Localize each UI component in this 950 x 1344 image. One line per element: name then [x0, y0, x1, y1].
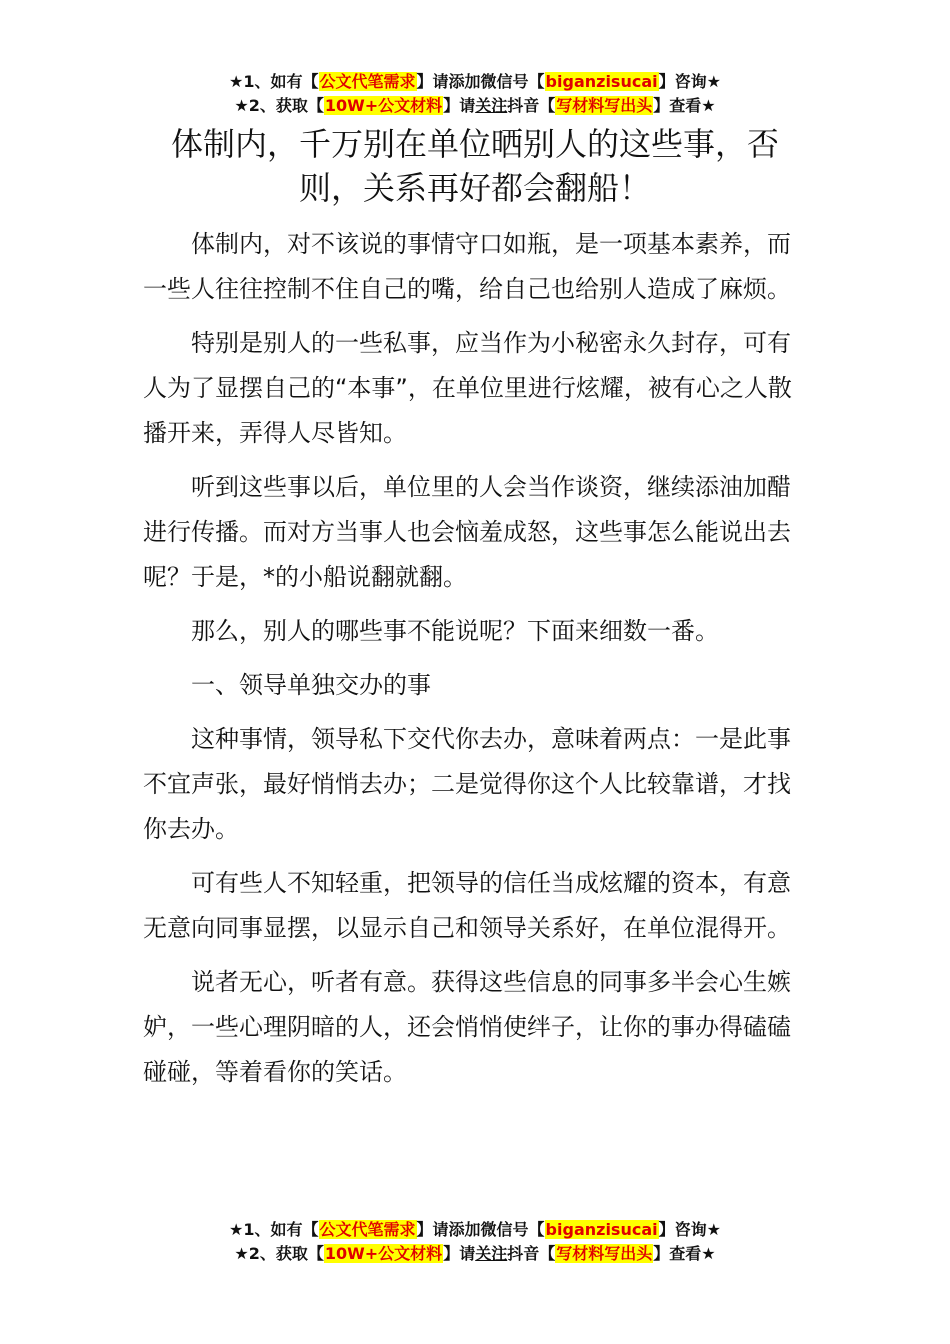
- section-heading: 一、领导单独交办的事: [191, 671, 431, 699]
- highlight-materials: 10W+公文材料: [324, 1244, 443, 1263]
- paragraph: 听到这些事以后，单位里的人会当作谈资，继续添油加醋进行传播。而对方当事人也会恼羞成怒，这些事怎么能说出去呢？于是，*的小船说翻就翻。: [143, 473, 791, 591]
- highlight-service: 公文代笔需求: [319, 72, 416, 91]
- paragraph: 特别是别人的一些私事，应当作为小秘密永久封存，可有人为了显摆自己的“本事”，在单位里进行炫耀，被有心之人散播开来，弄得人尽皆知。: [143, 329, 792, 447]
- highlight-douyin-id: 写材料写出头: [556, 1244, 653, 1263]
- banner-line-2: ★2、获取【10W+公文材料】请关注抖音【写材料写出头】查看★: [234, 1244, 716, 1263]
- highlight-douyin-id: 写材料写出头: [556, 96, 653, 115]
- banner-line-2: ★2、获取【10W+公文材料】请关注抖音【写材料写出头】查看★: [234, 96, 716, 115]
- paragraph: 可有些人不知轻重，把领导的信任当成炫耀的资本，有意无意向同事显摆，以显示自己和领导关系好，在单位混得开。: [143, 869, 791, 942]
- document-body: [143, 222, 811, 1104]
- highlight-wechat-id: biganzisucai: [545, 72, 658, 91]
- highlight-service: 公文代笔需求: [319, 1220, 416, 1239]
- footer-banner: [0, 1218, 950, 1266]
- banner-line-1: ★1、如有【公文代笔需求】请添加微信号【biganzisucai】咨询★: [229, 72, 721, 91]
- highlight-wechat-id: biganzisucai: [545, 1220, 658, 1239]
- header-banner: [0, 70, 950, 118]
- highlight-materials: 10W+公文材料: [324, 96, 443, 115]
- document-title: 体制内，千万别在单位晒别人的这些事，否则，关系再好都会翻船！: [170, 125, 779, 207]
- paragraph: 那么，别人的哪些事不能说呢？下面来细数一番。: [191, 617, 719, 645]
- paragraph: 说者无心，听者有意。获得这些信息的同事多半会心生嫉妒，一些心理阴暗的人，还会悄悄使绊子，让你的事办得磕磕碰碰，等着看你的笑话。: [143, 968, 791, 1086]
- paragraph: 这种事情，领导私下交代你去办，意味着两点：一是此事不宜声张，最好悄悄去办；二是觉得你这个人比较靠谱，才找你去办。: [143, 725, 791, 843]
- banner-line-1: ★1、如有【公文代笔需求】请添加微信号【biganzisucai】咨询★: [229, 1220, 721, 1239]
- paragraph: 体制内，对不该说的事情守口如瓶，是一项基本素养，而一些人往往控制不住自己的嘴，给自己也给别人造成了麻烦。: [143, 230, 791, 303]
